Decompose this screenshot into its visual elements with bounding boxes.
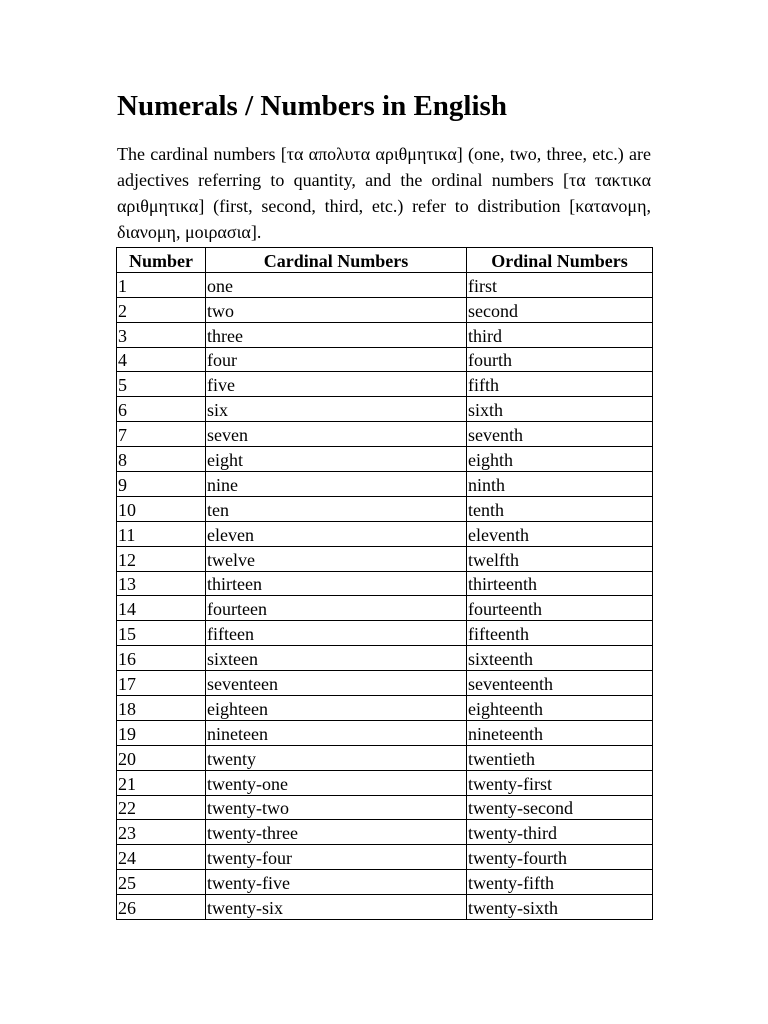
number-cell: 21: [117, 770, 206, 795]
ordinal-cell: seventeenth: [467, 671, 653, 696]
ordinal-cell: eleventh: [467, 521, 653, 546]
cardinal-cell: thirteen: [206, 571, 467, 596]
table-row: [117, 596, 653, 621]
cardinal-cell: five: [206, 372, 467, 397]
number-cell: 14: [117, 596, 206, 621]
table-row: [117, 422, 653, 447]
table-row: [117, 571, 653, 596]
ordinal-cell: twelfth: [467, 546, 653, 571]
table-row: [117, 447, 653, 472]
number-cell: 2: [117, 297, 206, 322]
cardinal-cell: twenty-six: [206, 895, 467, 920]
number-cell: 10: [117, 496, 206, 521]
ordinal-cell: fifteenth: [467, 621, 653, 646]
ordinal-cell: eighteenth: [467, 696, 653, 721]
table-row: [117, 521, 653, 546]
number-cell: 1: [117, 272, 206, 297]
ordinal-cell: twenty-first: [467, 770, 653, 795]
header-ordinal: Ordinal Numbers: [467, 248, 653, 273]
cardinal-cell: ten: [206, 496, 467, 521]
number-cell: 6: [117, 397, 206, 422]
table-row: [117, 770, 653, 795]
cardinal-cell: seventeen: [206, 671, 467, 696]
table-row: [117, 745, 653, 770]
cardinal-cell: nine: [206, 472, 467, 497]
number-cell: 24: [117, 845, 206, 870]
number-cell: 15: [117, 621, 206, 646]
ordinal-cell: twenty-sixth: [467, 895, 653, 920]
table-row: [117, 397, 653, 422]
number-cell: 22: [117, 795, 206, 820]
table-row: [117, 845, 653, 870]
cardinal-cell: four: [206, 347, 467, 372]
ordinal-cell: twenty-fourth: [467, 845, 653, 870]
page-title: Numerals / Numbers in English: [117, 90, 507, 122]
cardinal-cell: seven: [206, 422, 467, 447]
cardinal-cell: twenty-four: [206, 845, 467, 870]
cardinal-cell: eleven: [206, 521, 467, 546]
cardinal-cell: eight: [206, 447, 467, 472]
ordinal-cell: third: [467, 322, 653, 347]
table-row: [117, 621, 653, 646]
number-cell: 12: [117, 546, 206, 571]
ordinal-cell: thirteenth: [467, 571, 653, 596]
number-cell: 18: [117, 696, 206, 721]
number-cell: 20: [117, 745, 206, 770]
cardinal-cell: twenty-two: [206, 795, 467, 820]
cardinal-cell: twelve: [206, 546, 467, 571]
ordinal-cell: fourth: [467, 347, 653, 372]
header-cardinal: Cardinal Numbers: [206, 248, 467, 273]
numbers-table: [116, 247, 653, 920]
number-cell: 23: [117, 820, 206, 845]
table-row: [117, 795, 653, 820]
table-row: [117, 322, 653, 347]
table-body: [117, 272, 653, 919]
number-cell: 11: [117, 521, 206, 546]
ordinal-cell: fourteenth: [467, 596, 653, 621]
cardinal-cell: fifteen: [206, 621, 467, 646]
number-cell: 17: [117, 671, 206, 696]
ordinal-cell: second: [467, 297, 653, 322]
cardinal-cell: twenty-five: [206, 870, 467, 895]
cardinal-cell: eighteen: [206, 696, 467, 721]
table-row: [117, 870, 653, 895]
table-row: [117, 720, 653, 745]
ordinal-cell: nineteenth: [467, 720, 653, 745]
cardinal-cell: two: [206, 297, 467, 322]
intro-paragraph: The cardinal numbers [τα απολυτα αριθμητικα] (one, two, three, etc.) are adjectives referring to quantity, and the ordinal numbers [τα τακτικα αριθμητικα] (first, second, third, etc.) refer to distribution [κατανομη, διανομη, μοιρασια].: [117, 144, 651, 242]
table-row: [117, 496, 653, 521]
table-row: [117, 895, 653, 920]
cardinal-cell: twenty-one: [206, 770, 467, 795]
table-row: [117, 372, 653, 397]
table-row: [117, 696, 653, 721]
table-row: [117, 272, 653, 297]
ordinal-cell: fifth: [467, 372, 653, 397]
number-cell: 9: [117, 472, 206, 497]
ordinal-cell: first: [467, 272, 653, 297]
ordinal-cell: seventh: [467, 422, 653, 447]
table-row: [117, 671, 653, 696]
number-cell: 5: [117, 372, 206, 397]
number-cell: 4: [117, 347, 206, 372]
ordinal-cell: twenty-fifth: [467, 870, 653, 895]
ordinal-cell: twentieth: [467, 745, 653, 770]
table-row: [117, 646, 653, 671]
table-row: [117, 297, 653, 322]
cardinal-cell: twenty-three: [206, 820, 467, 845]
number-cell: 19: [117, 720, 206, 745]
cardinal-cell: twenty: [206, 745, 467, 770]
number-cell: 8: [117, 447, 206, 472]
cardinal-cell: three: [206, 322, 467, 347]
number-cell: 16: [117, 646, 206, 671]
number-cell: 26: [117, 895, 206, 920]
ordinal-cell: ninth: [467, 472, 653, 497]
number-cell: 7: [117, 422, 206, 447]
cardinal-cell: sixteen: [206, 646, 467, 671]
ordinal-cell: twenty-second: [467, 795, 653, 820]
number-cell: 13: [117, 571, 206, 596]
ordinal-cell: twenty-third: [467, 820, 653, 845]
table-row: [117, 820, 653, 845]
table-row: [117, 347, 653, 372]
cardinal-cell: nineteen: [206, 720, 467, 745]
cardinal-cell: fourteen: [206, 596, 467, 621]
ordinal-cell: sixteenth: [467, 646, 653, 671]
ordinal-cell: sixth: [467, 397, 653, 422]
cardinal-cell: six: [206, 397, 467, 422]
ordinal-cell: eighth: [467, 447, 653, 472]
number-cell: 25: [117, 870, 206, 895]
table-header-row: [117, 248, 653, 273]
cardinal-cell: one: [206, 272, 467, 297]
table-row: [117, 546, 653, 571]
ordinal-cell: tenth: [467, 496, 653, 521]
table-row: [117, 472, 653, 497]
number-cell: 3: [117, 322, 206, 347]
header-number: Number: [117, 248, 206, 273]
